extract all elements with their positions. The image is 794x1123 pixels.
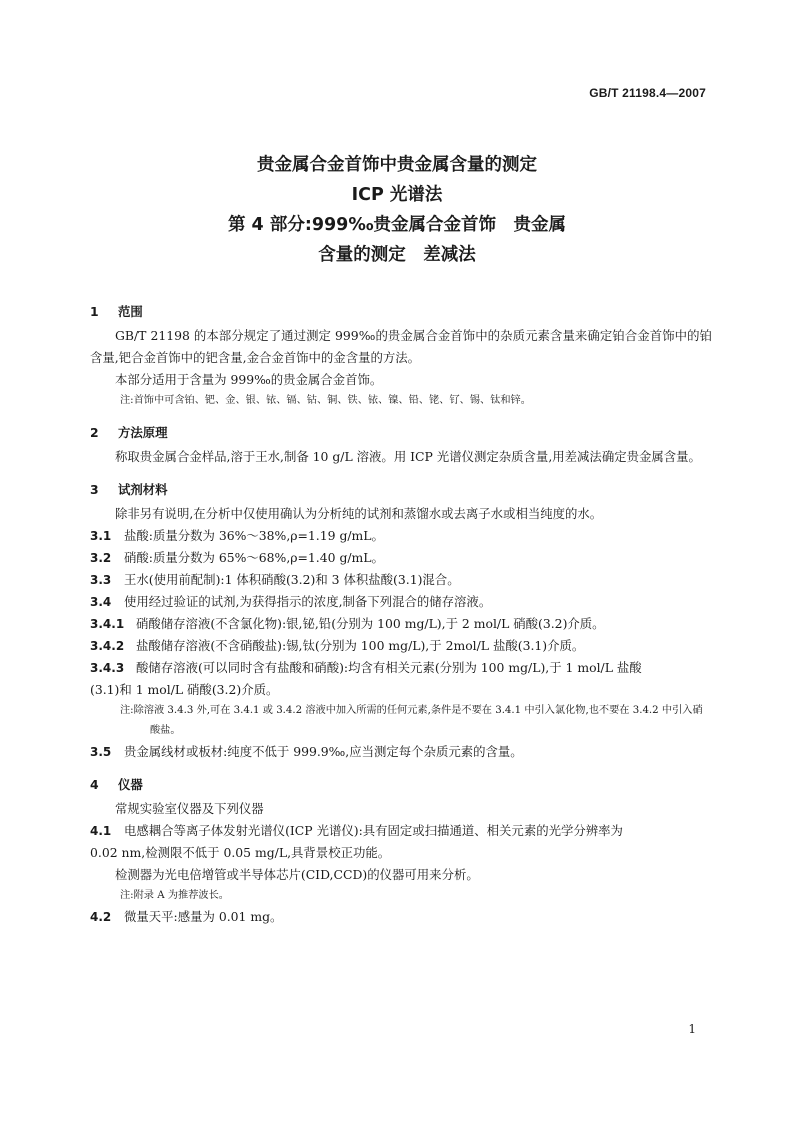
item-text: 硝酸:质量分数为 65%～68%,ρ=1.40 g/mL。 bbox=[124, 550, 384, 565]
section-title: 仪器 bbox=[118, 777, 143, 792]
section-2-heading bbox=[90, 423, 712, 443]
section-number: 2 bbox=[90, 425, 99, 440]
list-item bbox=[90, 591, 712, 613]
section-title: 方法原理 bbox=[118, 425, 168, 440]
item-number: 3.4 bbox=[90, 595, 112, 609]
section-title: 试剂材料 bbox=[118, 482, 168, 497]
paragraph: GB/T 21198 的本部分规定了通过测定 999‰的贵金属合金首饰中的杂质元素含量来确定铂合金首饰中的铂含量,钯合金首饰中的钯含量,金合金首饰中的金含量的方法。 bbox=[90, 328, 712, 365]
list-item bbox=[90, 525, 712, 547]
item-text: 硝酸储存溶液(不含氯化物):银,铋,铅(分别为 100 mg/L),于 2 mol/L 硝酸(3.2)介质。 bbox=[136, 616, 605, 631]
item-number: 3.2 bbox=[90, 551, 112, 565]
item-number: 3.1 bbox=[90, 529, 112, 543]
paragraph: 称取贵金属合金样品,溶于王水,制备 10 g/L 溶液。用 ICP 光谱仪测定杂质含量,用差减法确定贵金属含量。 bbox=[115, 449, 701, 464]
list-item bbox=[90, 820, 712, 842]
section-number: 3 bbox=[90, 482, 99, 497]
document-title bbox=[0, 150, 794, 270]
title-line-4: 含量的测定 差减法 bbox=[318, 245, 476, 265]
item-text: 使用经过验证的试剂,为获得指示的浓度,制备下列混合的储存溶液。 bbox=[124, 594, 492, 609]
paragraph: 除非另有说明,在分析中仅使用确认为分析纯的试剂和蒸馏水或去离子水或相当纯度的水。 bbox=[115, 506, 603, 521]
list-item bbox=[90, 569, 712, 591]
list-item bbox=[90, 741, 712, 763]
list-item bbox=[90, 613, 712, 635]
item-text: 微量天平:感量为 0.01 mg。 bbox=[124, 909, 283, 924]
item-number: 3.4.3 bbox=[90, 661, 125, 675]
item-number: 3.3 bbox=[90, 573, 112, 587]
paragraph: 常规实验室仪器及下列仪器 bbox=[115, 801, 264, 816]
item-number: 3.5 bbox=[90, 745, 112, 759]
page-number: 1 bbox=[688, 1022, 696, 1036]
section-4-heading bbox=[90, 775, 712, 795]
item-number: 3.4.2 bbox=[90, 639, 125, 653]
list-item bbox=[90, 635, 712, 657]
list-item bbox=[90, 657, 712, 679]
standard-number: GB/T 21198.4—2007 bbox=[589, 86, 706, 100]
item-number: 3.4.1 bbox=[90, 617, 125, 631]
item-number: 4.2 bbox=[90, 910, 112, 924]
list-item bbox=[90, 547, 712, 569]
paragraph: 本部分适用于含量为 999‰的贵金属合金首饰。 bbox=[115, 372, 383, 387]
section-3-heading bbox=[90, 480, 712, 500]
item-text: 盐酸:质量分数为 36%～38%,ρ=1.19 g/mL。 bbox=[124, 528, 384, 543]
title-line-2: ICP 光谱法 bbox=[351, 185, 443, 205]
document-body bbox=[90, 298, 712, 928]
note: 注:附录 A 为推荐波长。 bbox=[120, 890, 229, 901]
item-text: 盐酸储存溶液(不含硝酸盐):锡,钛(分别为 100 mg/L),于 2mol/L 盐酸(3.1)介质。 bbox=[136, 638, 585, 653]
item-text: 酸储存溶液(可以同时含有盐酸和硝酸):均含有相关元素(分别为 100 mg/L),于 1 mol/L 盐酸 bbox=[136, 660, 642, 675]
section-number: 4 bbox=[90, 777, 99, 792]
section-number: 1 bbox=[90, 304, 99, 319]
list-item bbox=[90, 906, 712, 928]
note: 注:除溶液 3.4.3 外,可在 3.4.1 或 3.4.2 溶液中加入所需的任何元素,条件是不要在 3.4.1 中引入氯化物,也不要在 3.4.2 中引入硝酸盐。 bbox=[120, 705, 703, 736]
item-text: 王水(使用前配制):1 体积硝酸(3.2)和 3 体积盐酸(3.1)混合。 bbox=[124, 572, 460, 587]
title-line-3: 第 4 部分:999‰贵金属合金首饰 贵金属 bbox=[227, 215, 567, 235]
item-text: 电感耦合等离子体发射光谱仪(ICP 光谱仪):具有固定或扫描通道、相关元素的光学分辨率为 bbox=[124, 823, 623, 838]
item-number: 4.1 bbox=[90, 824, 112, 838]
title-line-1: 贵金属合金首饰中贵金属含量的测定 bbox=[257, 155, 537, 175]
item-continuation: 0.02 nm,检测限不低于 0.05 mg/L,具背景校正功能。 bbox=[90, 845, 391, 860]
paragraph: 检测器为光电倍增管或半导体芯片(CID,CCD)的仪器可用来分析。 bbox=[115, 867, 479, 882]
item-text: 贵金属线材或板材:纯度不低于 999.9‰,应当测定每个杂质元素的含量。 bbox=[124, 744, 523, 759]
section-title: 范围 bbox=[118, 304, 143, 319]
item-continuation: (3.1)和 1 mol/L 硝酸(3.2)介质。 bbox=[90, 682, 279, 697]
note: 注:首饰中可含铂、钯、金、银、铱、镉、钴、铜、铁、铱、镍、铅、铑、钌、锡、钛和锌。 bbox=[120, 395, 531, 406]
section-1-heading bbox=[90, 302, 712, 322]
